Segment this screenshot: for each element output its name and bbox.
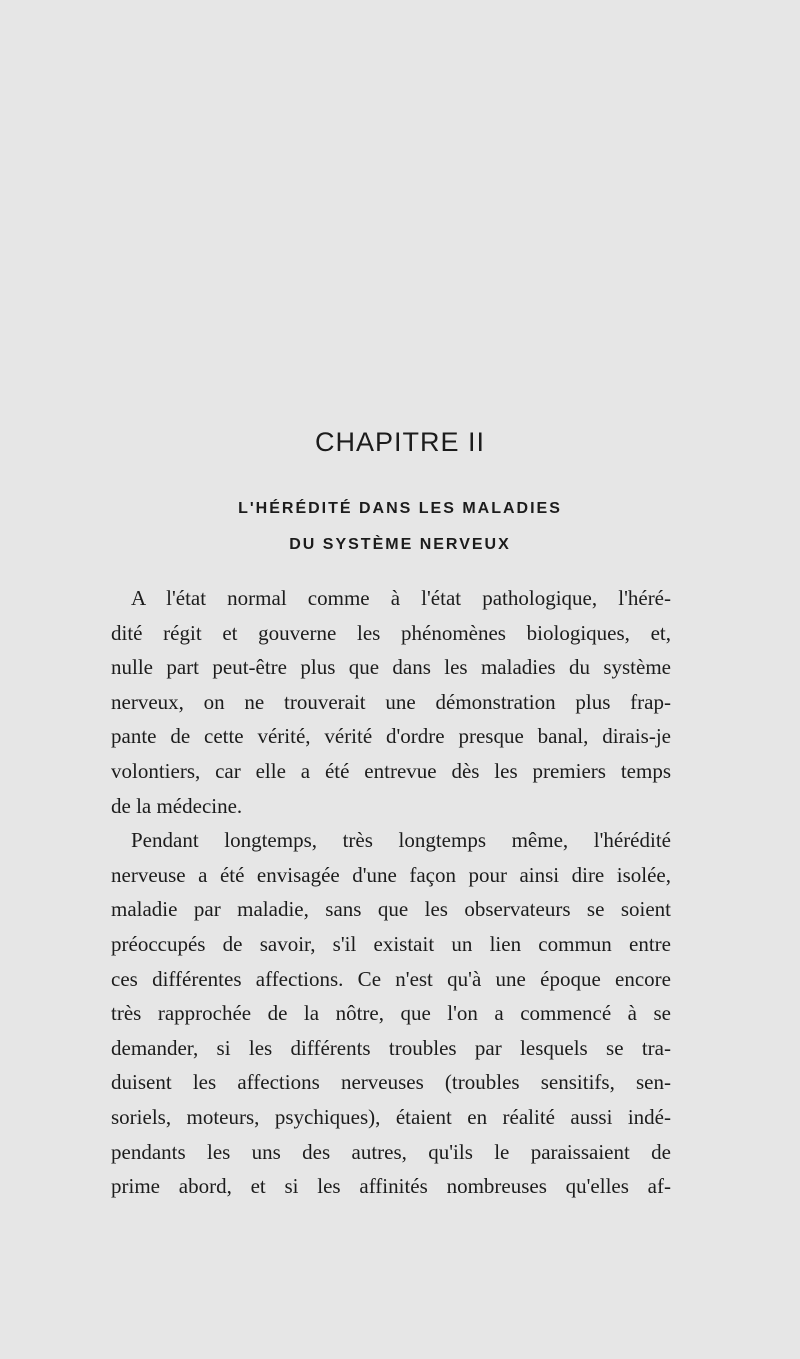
paragraph-2: [111, 823, 671, 1204]
text-line: de la médecine.: [111, 793, 243, 818]
text-line: nerveux, on ne trouverait une démonstration plus frap-: [111, 689, 671, 714]
text-line: A l'état normal comme à l'état pathologique, l'héré-: [131, 586, 671, 610]
text-line: nulle part peut-être plus que dans les maladies du système: [111, 655, 671, 680]
text-line: prime abord, et si les affinités nombreuses qu'elles af-: [111, 1174, 671, 1199]
text-line: pendants les uns des autres, qu'ils le paraissaient de: [111, 1139, 671, 1164]
text-line: demander, si les différents troubles par lesquels se tra-: [111, 1035, 671, 1060]
text-line: Pendant longtemps, très longtemps même, l'hérédité: [131, 828, 671, 853]
text-line: maladie par maladie, sans que les observateurs se soient: [111, 897, 671, 922]
text-line: dité régit et gouverne les phénomènes biologiques, et,: [111, 620, 671, 645]
text-line: soriels, moteurs, psychiques), étaient en réalité aussi indé-: [111, 1104, 671, 1129]
text-line: très rapprochée de la nôtre, que l'on a commencé à se: [111, 1001, 671, 1026]
body-text: [111, 581, 671, 1204]
text-line: préoccupés de savoir, s'il existait un lien commun entre: [111, 931, 671, 956]
text-line: ces différentes affections. Ce n'est qu'à une époque encore: [111, 966, 671, 991]
text-line: pante de cette vérité, vérité d'ordre presque banal, dirais-je: [111, 724, 671, 749]
paragraph-1: [111, 581, 671, 823]
chapter-subtitle-line-1: L'HÉRÉDITÉ DANS LES MALADIES: [238, 500, 562, 517]
text-line: nerveuse a été envisagée d'une façon pour ainsi dire isolée,: [111, 862, 671, 887]
chapter-subtitle-line-2: DU SYSTÈME NERVEUX: [289, 536, 511, 553]
text-line: volontiers, car elle a été entrevue dès les premiers temps: [111, 758, 671, 783]
chapter-title: CHAPITRE II: [314, 427, 486, 457]
text-line: duisent les affections nerveuses (troubles sensitifs, sen-: [111, 1070, 671, 1095]
